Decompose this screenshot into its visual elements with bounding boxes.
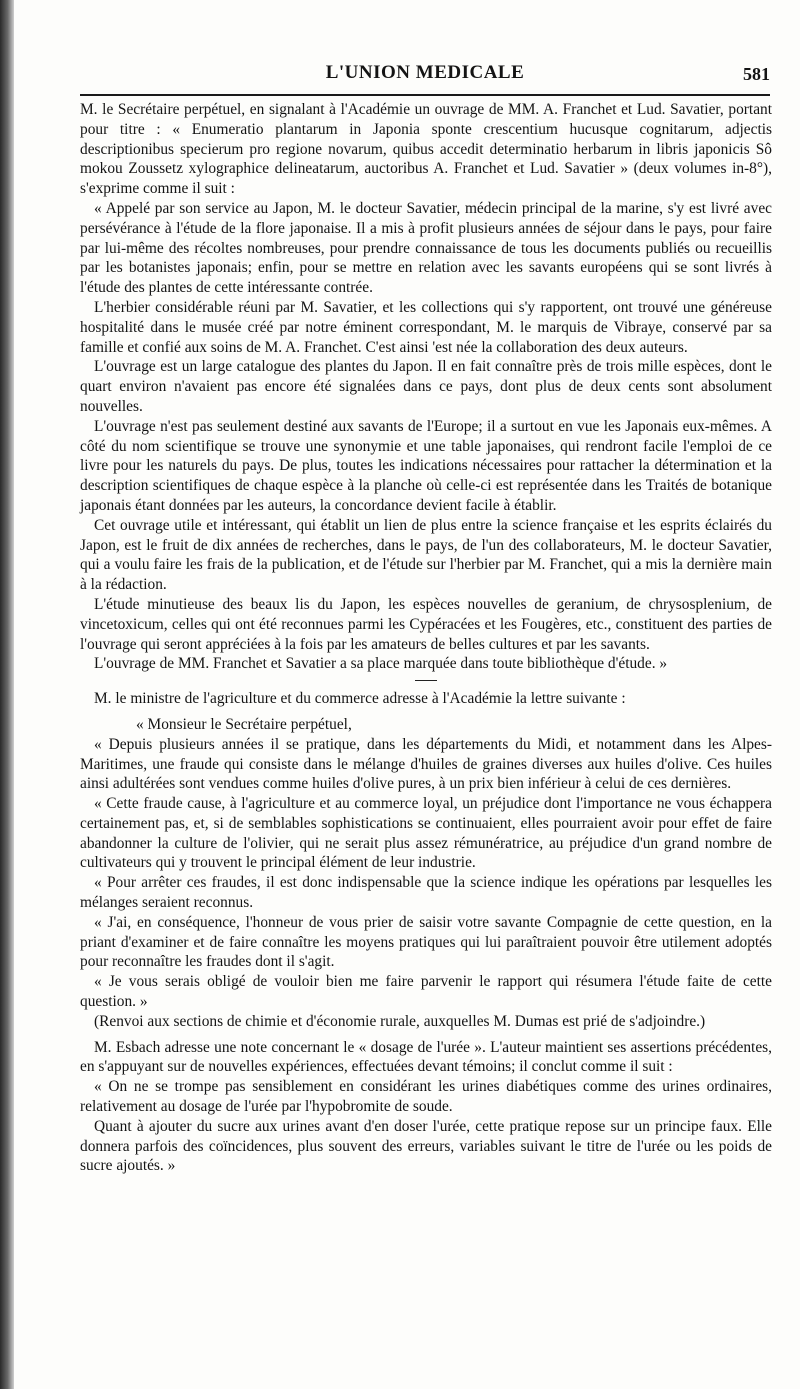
section-separator: [415, 680, 437, 681]
page-header: [80, 60, 770, 96]
paragraph: « On ne se trompe pas sensiblement en considérant les urines diabétiques comme des urines ordinaires, relativement au dosage de l'urée par l'hypobromite de soude.: [80, 1078, 772, 1116]
paragraph: « Je vous serais obligé de vouloir bien me faire parvenir le rapport qui résumera l'étude faite de cette question. »: [80, 973, 772, 1011]
paragraph: L'étude minutieuse des beaux lis du Japon, les espèces nouvelles de geranium, de chrysosplenium, de vincetoxicum, celles qui ont été reconnues parmi les Cypéracées et les Fougères, etc., constituent des parties de l'ouvrage qui seront appréciées à la fois par les amateurs de belles cultures et par les savants.: [80, 595, 772, 653]
paragraph: Cet ouvrage utile et intéressant, qui établit un lien de plus entre la science française et les esprits éclairés du Japon, est le fruit de dix années de recherches, dans le pays, de l'un des collaborateurs, M. le docteur Savatier, qui a voulu faire les frais de la publication, et de l'étude sur l'herbier par M. Franchet, qui a mis la dernière main à la rédaction.: [80, 516, 772, 594]
paragraph: L'ouvrage de MM. Franchet et Savatier a sa place marquée dans toute bibliothèque d'étude. »: [94, 655, 668, 673]
paragraph: « J'ai, en conséquence, l'honneur de vous prier de saisir votre savante Compagnie de cette question, en la priant d'examiner et de faire connaître les moyens pratiques qui lui paraîtraient pouvoir être utilement adoptés pour reconnaître les fraudes dont il s'agit.: [80, 913, 772, 971]
paragraph: « Pour arrêter ces fraudes, il est donc indispensable que la science indique les opérations par lesquelles les mélanges seraient reconnus.: [80, 874, 772, 912]
book-spine-shadow: [0, 0, 14, 1389]
paragraph: Quant à ajouter du sucre aux urines avant d'en doser l'urée, cette pratique repose sur un principe faux. Elle donnera parfois des coïncidences, plus souvent des erreurs, variables suivant le titre de l'urée ou les poids de sucre ajoutés. »: [80, 1117, 772, 1175]
running-title: L'UNION MEDICALE: [325, 62, 525, 83]
paragraph: L'ouvrage n'est pas seulement destiné aux savants de l'Europe; il a surtout en vue les Japonais eux-mêmes. A côté du nom scientifique se trouve une synonymie et une table japonaises, qui rendront facile l'emploi de ce livre pour les naturels du pays. De plus, toutes les indications nécessaires pour rattacher la détermination et la description scientifiques de chaque espèce à la planche où celle-ci est représentée dans les Traités de botanique japonais étant données par les auteurs, la concordance devient facile à établir.: [80, 417, 772, 514]
paragraph: M. Esbach adresse une note concernant le « dosage de l'urée ». L'auteur maintient ses assertions précédentes, en s'appuyant sur de nouvelles expériences, effectuées devant témoins; il conclut comme il suit :: [80, 1038, 772, 1076]
page-number: 581: [743, 64, 770, 84]
paragraph: « Depuis plusieurs années il se pratique, dans les départements du Midi, et notamment dans les Alpes-Maritimes, une fraude qui consiste dans le mélange d'huiles de graines diverses aux huiles d'olive. Ces huiles ainsi adultérées sont vendues comme huiles d'olive pures, à un prix bien inférieur à celui de ces dernières.: [80, 735, 772, 793]
paragraph: M. le ministre de l'agriculture et du commerce adresse à l'Académie la lettre suivante :: [94, 690, 626, 708]
paragraph: (Renvoi aux sections de chimie et d'économie rurale, auxquelles M. Dumas est prié de s'adjoindre.): [94, 1012, 706, 1030]
letter-salutation: « Monsieur le Secrétaire perpétuel,: [136, 715, 352, 733]
paragraph: L'ouvrage est un large catalogue des plantes du Japon. Il en fait connaître près de trois mille espèces, dont le quart environ n'avaient pas encore été signalées dans ce pays, dont plus de deux cents sont absolument nouvelles.: [80, 358, 772, 415]
paragraph: M. le Secrétaire perpétuel, en signalant à l'Académie un ouvrage de MM. A. Franchet et Lud. Savatier, portant pour titre : « Enumeratio plantarum in Japonia sponte crescentium hucusque cognitarum, adjectis descriptionibus specierum pro regione novarum, quibus accedit determinatio herbarum in libris japonicis Sô mokou Zoussetz xylographice delineatarum, auctoribus A. Franchet et Lud. Savatier » (deux volumes in-8°), s'exprime comme il suit :: [80, 101, 772, 198]
article-body: [80, 100, 772, 1176]
paragraph: « Appelé par son service au Japon, M. le docteur Savatier, médecin principal de la marine, s'y est livré avec persévérance à l'étude de la flore japonaise. Il a mis à profit plusieurs années de séjour dans le pays, pour faire par lui-même des récoltes nombreuses, pour prendre connaissance de tous les documents publiés ou recueillis par les botanistes japonais; enfin, pour se mettre en relation avec les savants européens qui se sont livrés à l'étude des plantes de cette intéressante contrée.: [80, 199, 772, 297]
paragraph: « Cette fraude cause, à l'agriculture et au commerce loyal, un préjudice dont l'importance ne vous échappera certainement pas, et, si de semblables sophistications se continuaient, elles pourraient avoir pour effet de faire abandonner la culture de l'olivier, qui ne serait plus assez rémunératrice, au préjudice d'un grand nombre de cultivateurs qui y trouvent le principal élément de leur industrie.: [80, 795, 772, 872]
paragraph: L'herbier considérable réuni par M. Savatier, et les collections qui s'y rapportent, ont trouvé une généreuse hospitalité dans le musée créé par notre éminent correspondant, M. le marquis de Vibraye, conservé par sa famille et confié aux soins de M. A. Franchet. C'est ainsi 'est née la collaboration des deux auteurs.: [80, 298, 772, 356]
